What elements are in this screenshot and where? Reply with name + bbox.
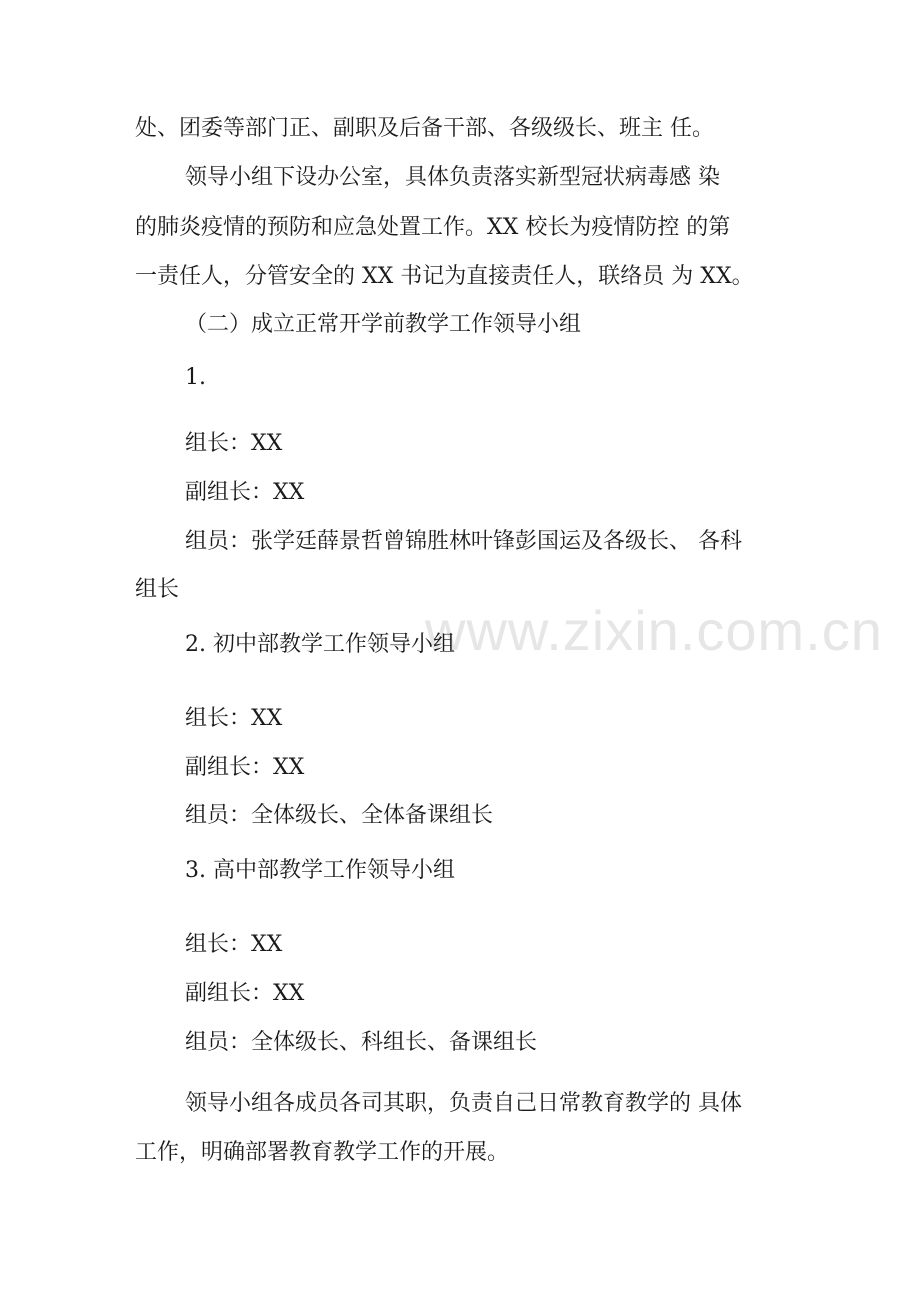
- group-leader: 组长：XX: [185, 706, 283, 731]
- group-leader: 组长：XX: [185, 932, 283, 957]
- text-line: 组长: [135, 577, 180, 602]
- text-line: 一责任人，分管安全的 XX 书记为直接责任人，联络员 为 XX。: [135, 264, 754, 289]
- group-members: 组员：全体级长、全体备课组长: [185, 803, 494, 828]
- subsection-heading: 3. 高中部教学工作领导小组: [185, 858, 455, 883]
- paragraph-line: 领导小组各成员各司其职，负责自己日常教育教学的 具体: [185, 1091, 742, 1116]
- section-heading: （二）成立正常开学前教学工作领导小组: [185, 312, 582, 337]
- text-line: 的肺炎疫情的预防和应急处置工作。XX 校长为疫情防控 的第: [135, 215, 731, 240]
- watermark: www.zixin.com.cn: [425, 599, 883, 662]
- group-deputy-leader: 副组长：XX: [185, 981, 305, 1006]
- subsection-heading: 2. 初中部教学工作领导小组: [185, 632, 455, 657]
- text-line: 处、团委等部门正、副职及后备干部、各级级长、班主 任。: [135, 116, 714, 141]
- group-members: 组员：张学廷薛景哲曾锦胜林叶锋彭国运及各级长、 各科: [185, 529, 742, 554]
- list-number: 1.: [185, 365, 206, 390]
- group-deputy-leader: 副组长：XX: [185, 480, 305, 505]
- group-leader: 组长：XX: [185, 431, 283, 456]
- paragraph-line: 领导小组下设办公室，具体负责落实新型冠状病毒感 染: [185, 165, 720, 190]
- group-deputy-leader: 副组长：XX: [185, 755, 305, 780]
- text-line: 工作，明确部署教育教学工作的开展。: [135, 1140, 510, 1165]
- group-members: 组员：全体级长、科组长、备课组长: [185, 1030, 538, 1055]
